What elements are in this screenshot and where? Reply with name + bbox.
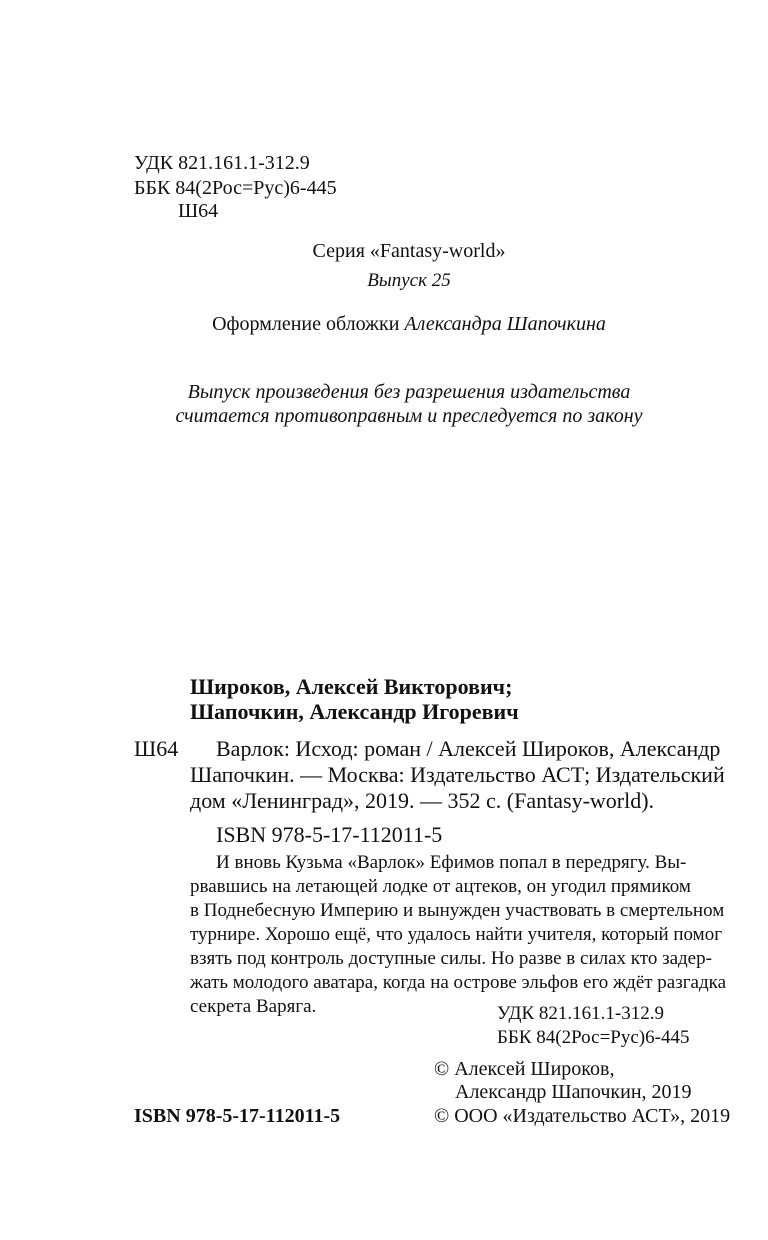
catalog-description-cont — [190, 762, 725, 814]
annotation-line: взять под контроль доступные силы. Но разве в силах кто задер- — [190, 948, 712, 969]
catalog-description-line: Варлок: Исход: роман / Алексей Широков, Александр — [216, 736, 721, 761]
annotation-line: турнире. Хорошо ещё, что удалось найти учителя, который помог — [190, 924, 722, 945]
author-mark-top: Ш64 — [178, 200, 219, 222]
cover-design-credit — [0, 312, 768, 336]
copyright-authors-line1: © Алексей Широков, — [434, 1058, 615, 1080]
author-heading-line1: Широков, Алексей Викторович; — [190, 674, 513, 699]
catalog-mark: Ш64 — [134, 736, 179, 761]
annotation-line: И вновь Кузьма «Варлок» Ефимов попал в передрягу. Вы- — [216, 852, 687, 873]
bbk-code-bottom: ББК 84(2Рос=Рус)6-445 — [497, 1027, 690, 1048]
annotation-line: рвавшись на летающей лодке от ацтеков, он угодил прямиком — [190, 876, 691, 897]
isbn-bottom: ISBN 978-5-17-112011-5 — [134, 1105, 341, 1127]
udk-code-bottom: УДК 821.161.1-312.9 — [497, 1003, 664, 1024]
udk-code-top: УДК 821.161.1-312.9 — [134, 152, 310, 174]
cover-design-label: Оформление обложки — [212, 313, 400, 335]
author-heading-line2: Шапочкин, Александр Игоревич — [190, 699, 519, 724]
catalog-description-line: Шапочкин. — Москва: Издательство АСТ; Издательский — [190, 762, 725, 787]
catalog-description — [216, 736, 721, 762]
annotation — [190, 851, 727, 1019]
annotation-line: в Поднебесную Империю и вынужден участвовать в смертельном — [190, 900, 725, 921]
series-name: Серия «Fantasy-world» — [312, 240, 506, 262]
annotation-line: секрета Варяга. — [190, 996, 317, 1017]
annotation-line: жать молодого аватара, когда на острове эльфов его ждёт разгадка — [190, 972, 727, 993]
copyright-warning-line1: Выпуск произведения без разрешения издательства — [187, 381, 631, 403]
catalog-isbn: ISBN 978-5-17-112011-5 — [216, 822, 443, 847]
catalog-description-line: дом «Ленинград», 2019. — 352 с. (Fantasy-world). — [190, 788, 655, 813]
copyright-warning-line2: считается противоправным и преследуется по закону — [175, 405, 643, 427]
copyright-publisher: © ООО «Издательство АСТ», 2019 — [434, 1105, 731, 1127]
cover-designer-name: Александра Шапочкина — [404, 313, 606, 335]
bbk-code-top: ББК 84(2Рос=Рус)6-445 — [134, 177, 337, 199]
series-issue: Выпуск 25 — [367, 270, 451, 291]
copyright-authors-line2: Александр Шапочкин, 2019 — [455, 1081, 692, 1103]
